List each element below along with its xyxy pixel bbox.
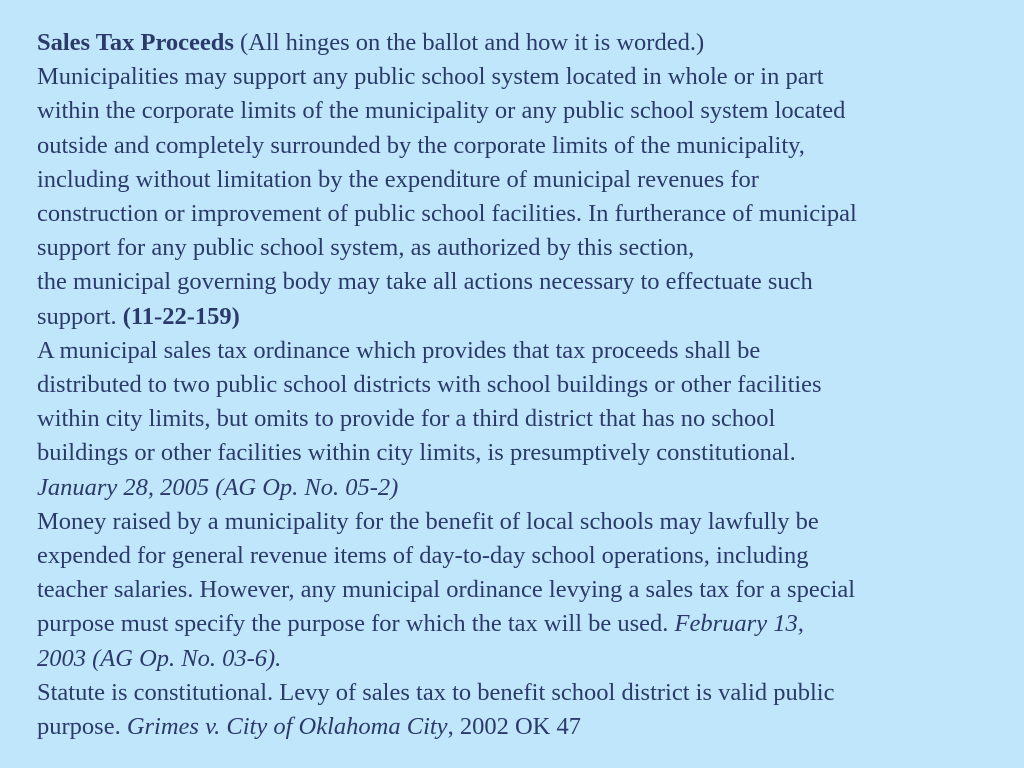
text-line: the municipal governing body may take all actions necessary to effectuate such: [37, 268, 813, 296]
text-line: [37, 607, 997, 641]
text-line: A municipal sales tax ordinance which provides that tax proceeds shall be: [37, 336, 761, 364]
statute-citation: (11-22-159): [122, 302, 240, 330]
text-line: including without limitation by the expenditure of municipal revenues for: [37, 165, 759, 193]
text-line: construction or improvement of public school facilities. In furtherance of municipal: [37, 200, 857, 228]
heading-note: (All hinges on the ballot and how it is worded.): [233, 29, 705, 56]
text-fragment: purpose.: [37, 713, 127, 741]
ag-opinion-citation: January 28, 2005 (AG Op. No. 05-2): [37, 473, 399, 501]
text-line: [37, 710, 997, 744]
text-line: Money raised by a municipality for the benefit of local schools may lawfully be: [37, 507, 819, 535]
text-line: Statute is constitutional. Levy of sales tax to benefit school district is valid public: [37, 678, 835, 706]
text-line: within city limits, but omits to provide for a third district that has no school: [37, 405, 776, 433]
text-line: expended for general revenue items of day-to-day school operations, including: [37, 542, 809, 570]
text-line: outside and completely surrounded by the corporate limits of the municipality,: [37, 131, 805, 159]
heading-line: [37, 26, 997, 60]
ag-opinion-citation-cont: 2003 (AG Op. No. 03-6).: [37, 644, 282, 672]
paragraph-municipal-support: [37, 60, 997, 334]
paragraph-statute-constitutional: [37, 676, 997, 744]
text-line: distributed to two public school districts with school buildings or other facilities: [37, 371, 822, 399]
text-line: within the corporate limits of the municipality or any public school system located: [37, 97, 846, 125]
text-line: buildings or other facilities within city limits, is presumptively constitutional.: [37, 439, 796, 467]
text-line: Municipalities may support any public school system located in whole or in part: [37, 63, 824, 91]
heading-block: [37, 26, 997, 60]
ag-opinion-citation: February 13,: [674, 610, 804, 638]
text-fragment: purpose must specify the purpose for which the tax will be used.: [37, 610, 675, 638]
slide-content: [37, 26, 997, 744]
case-name: Grimes v. City of Oklahoma City: [126, 713, 448, 741]
text-fragment: support.: [37, 302, 123, 330]
text-line: [37, 300, 997, 334]
heading-title: Sales Tax Proceeds: [37, 29, 234, 56]
paragraph-general-revenue: [37, 505, 997, 676]
paragraph-ordinance-districts: [37, 334, 997, 505]
text-line: teacher salaries. However, any municipal ordinance levying a sales tax for a special: [37, 576, 856, 604]
text-line: support for any public school system, as authorized by this section,: [37, 234, 695, 262]
case-citation: , 2002 OK 47: [447, 713, 581, 741]
